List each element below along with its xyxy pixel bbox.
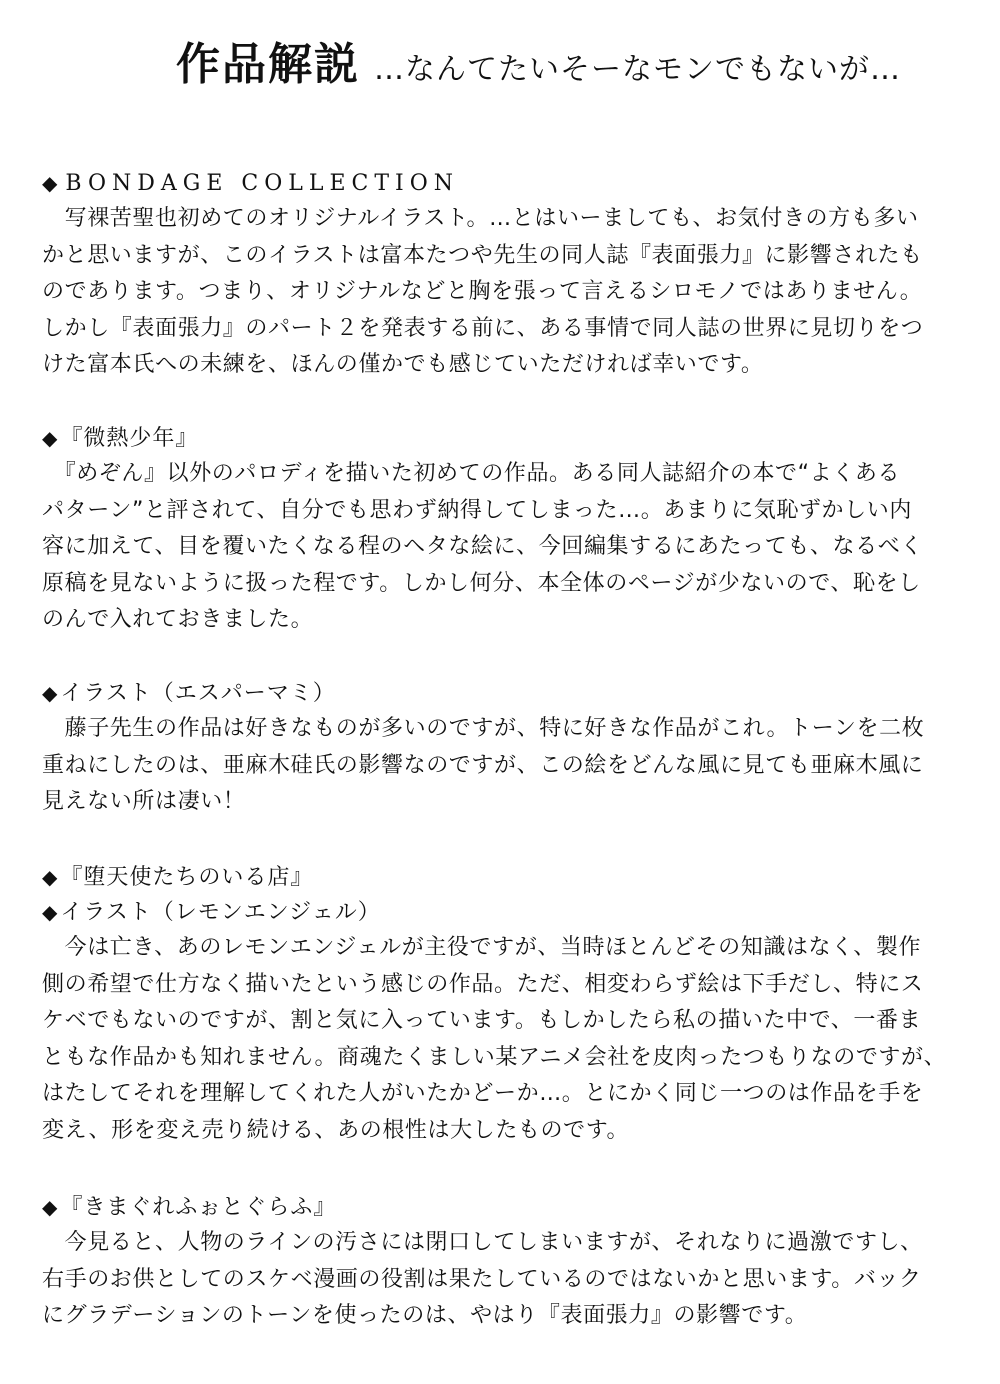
body-line: 重ねにしたのは、亜麻木硅氏の影響なのですが、この絵をどんな風に見ても亜麻木風に — [42, 752, 924, 778]
body-line: パターン”と評されて、自分でも思わず納得してしまった…。あまりに気恥ずかしい内 — [42, 497, 912, 523]
section-heading-text: イラスト（エスパーマミ） — [60, 681, 336, 706]
diamond-bullet-icon: ◆ — [42, 426, 59, 450]
body-line: のであります。つまり、オリジナルなどと胸を張って言えるシロモノではありません。 — [42, 279, 923, 305]
body-line: 今は亡き、あのレモンエンジェルが主役ですが、当時ほとんどその知識はなく、製作 — [42, 935, 922, 960]
section-bondage-collection — [42, 166, 972, 384]
page-subtitle: …なんてたいそーなモンでもないが… — [374, 52, 901, 87]
section-heading — [42, 1190, 972, 1225]
body-line: 写裸苦聖也初めてのオリジナルイラスト。…とはいーましても、お気付きの方も多い — [42, 206, 919, 231]
section-subheading-text: イラスト（レモンエンジェル） — [60, 900, 381, 925]
section-binetsu-shounen — [42, 421, 972, 639]
section-heading — [42, 860, 972, 895]
body-line: 藤子先生の作品は好きなものが多いのですが、特に好きな作品がこれ。トーンを二枚 — [42, 716, 925, 741]
body-line: にグラデーションのトーンを使ったのは、やはり『表面張力』の影響です。 — [42, 1303, 808, 1329]
body-line: 変え、形を変え売り続ける、あの根性は大したものです。 — [42, 1117, 630, 1143]
body-line: ケベでもないのですが、割と気に入っています。もしかしたら私の描いた中で、一番ま — [42, 1008, 922, 1034]
body-line: はたしてそれを理解してくれた人がいたかどーか…。とにかく同じ一つのは作品を手を — [42, 1081, 924, 1107]
diamond-bullet-icon: ◆ — [42, 681, 59, 705]
page-header — [176, 28, 976, 108]
section-subheading — [42, 895, 972, 930]
body-line: 『めぞん』以外のパロディを描いた初めての作品。ある同人誌紹介の本で“よくある — [42, 461, 901, 486]
section-heading-text: 『きまぐれふぉとぐらふ』 — [60, 1195, 337, 1220]
section-heading — [42, 166, 972, 201]
body-line: しかし『表面張力』のパート２を発表する前に、ある事情で同人誌の世界に見切りをつ — [42, 315, 924, 341]
body-line: 容に加えて、目を覆いたくなる程のヘタな絵に、今回編集するにあたっても、なるべく — [42, 534, 923, 560]
body-line: 側の希望で仕方なく描いたという感じの作品。ただ、相変わらず絵は下手だし、特にス — [42, 971, 924, 997]
body-line: 今見ると、人物のラインの汚さには閉口してしまいますが、それなりに過激ですし、 — [42, 1230, 923, 1255]
diamond-bullet-icon: ◆ — [42, 171, 64, 195]
body-line: けた富本氏への未練を、ほんの僅かでも感じていただければ幸いです。 — [42, 352, 764, 378]
section-heading-text: BONDAGE COLLECTION — [65, 171, 460, 196]
diamond-bullet-icon: ◆ — [42, 865, 59, 889]
section-heading — [42, 676, 972, 711]
page-title: 作品解説 — [176, 39, 360, 90]
diamond-bullet-icon: ◆ — [42, 1195, 59, 1219]
body-line: のんで入れておきました。 — [42, 607, 314, 633]
body-line: 原稿を見ないように扱った程です。しかし何分、本全体のページが少ないので、恥をし — [42, 570, 921, 596]
section-esper-mami — [42, 676, 972, 821]
section-heading — [42, 421, 972, 456]
section-heading-text: 『微熱少年』 — [60, 426, 199, 451]
body-line: 右手のお供としてのスケベ漫画の役割は果たしているのではないかと思います。バック — [42, 1266, 922, 1292]
section-kimagure-photograph — [42, 1190, 972, 1335]
section-heading-text: 『堕天使たちのいる店』 — [60, 865, 314, 890]
section-datenshi — [42, 860, 972, 1150]
body-line: かと思いますが、このイラストは富本たつや先生の同人誌『表面張力』に影響されたも — [42, 242, 923, 268]
body-line: ともな作品かも知れません。商魂たくましい某アニメ会社を皮肉ったつもりなのですが、 — [42, 1044, 947, 1070]
diamond-bullet-icon: ◆ — [42, 900, 59, 924]
body-line: 見えない所は凄い！ — [42, 789, 246, 815]
